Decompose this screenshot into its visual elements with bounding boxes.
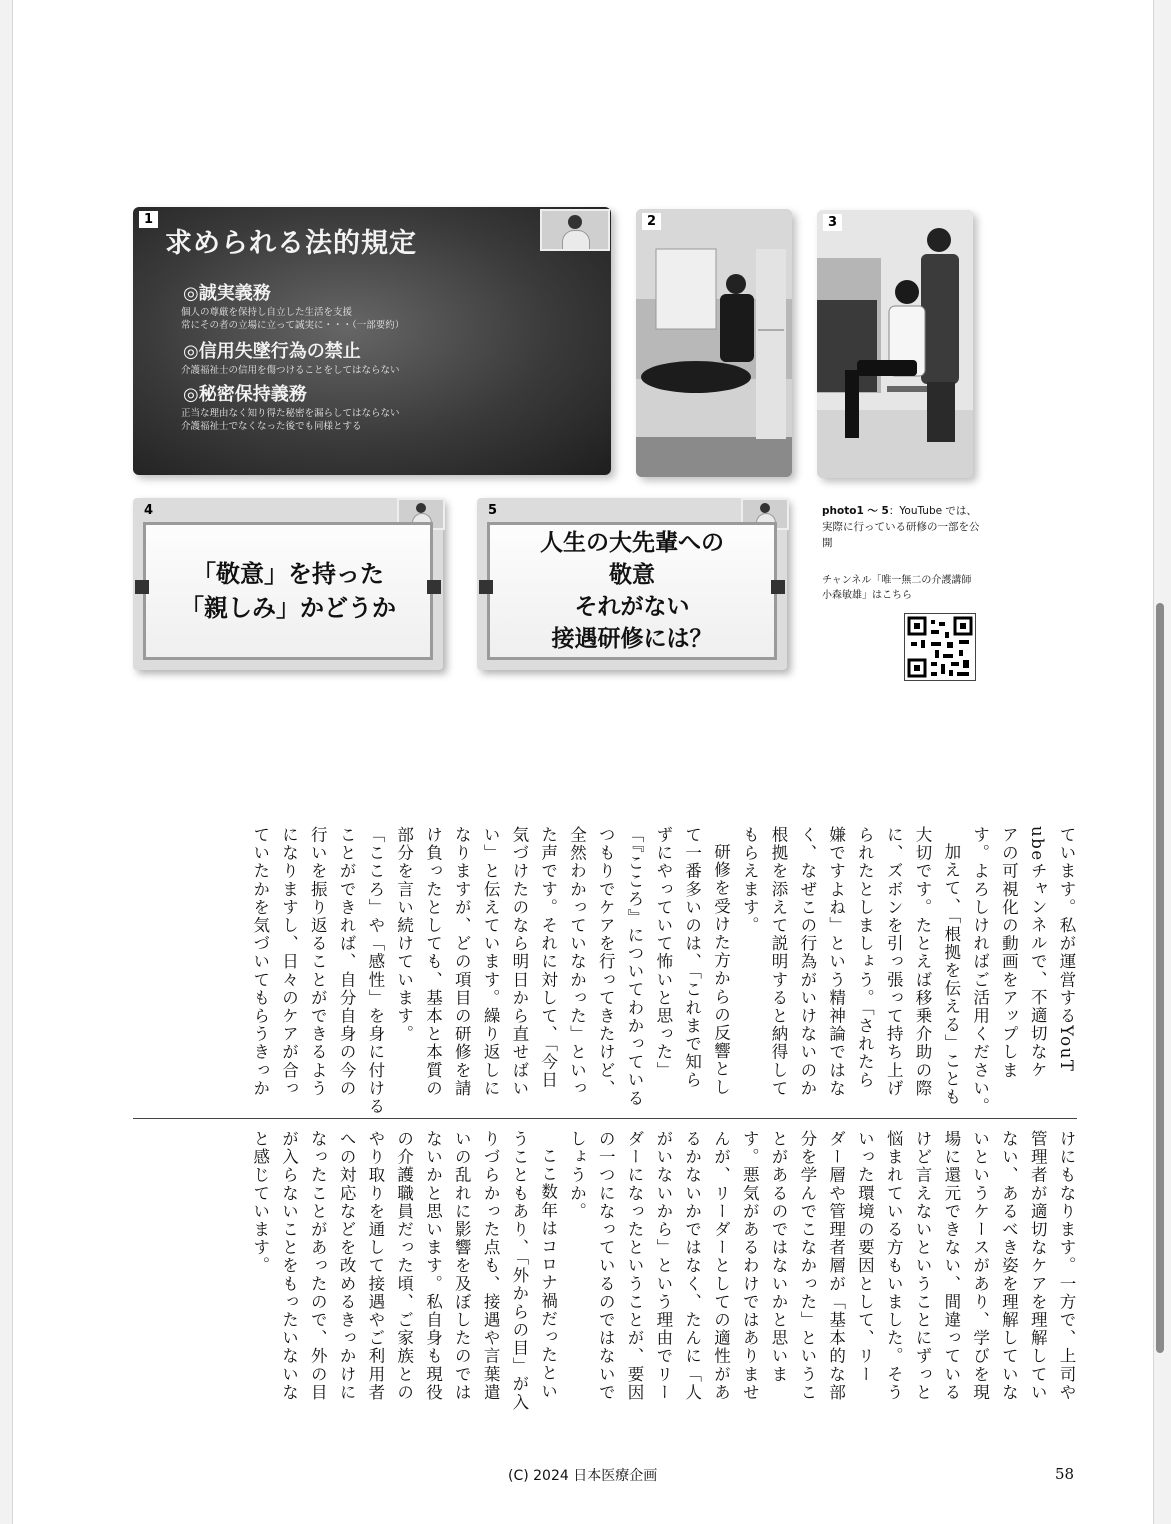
text-line: になりますし、日々のケアが合っ	[279, 826, 299, 1098]
text-line: いというケースがあり、学びを現	[970, 1130, 990, 1402]
board-line-2: 「親しみ」かどうか	[180, 594, 396, 622]
text-line: ない、あるべき姿を理解していな	[999, 1130, 1019, 1402]
text-line: いった環境の要因として、リー	[855, 1130, 875, 1384]
speaker-thumbnail	[540, 209, 610, 251]
text-line: への対応などを改めるきっかけに	[337, 1130, 357, 1402]
text-line: け負ったとしても、基本と本質の	[423, 826, 443, 1098]
text-line: なったことがあったので、外の目	[308, 1130, 328, 1402]
column-divider	[133, 1118, 1077, 1119]
text-line: 嫌ですよね」という精神論ではな	[826, 826, 846, 1098]
slide-item-1-text-1: 個人の尊厳を保持し自立した生活を支援	[181, 307, 353, 318]
photo-2-bed-care	[636, 209, 792, 477]
slide-title: 求められる法的規定	[165, 228, 417, 259]
text-line: と感じています。	[250, 1130, 270, 1275]
text-line: 「こころ」や「感性」を身に付ける	[365, 826, 385, 1116]
copyright-footer: (C) 2024 日本医療企画	[508, 1468, 658, 1484]
text-line: ずにやっていて怖いと思った」	[653, 826, 673, 1080]
photo-number: 5	[488, 503, 498, 518]
text-line: い」と伝えています。繰り返しに	[481, 826, 501, 1098]
text-line: ことができれば、自分自身の今の	[337, 826, 357, 1098]
text-line: ています。私が運営するYouT	[1057, 826, 1076, 1073]
text-line: が入らないことをもったいないな	[279, 1130, 299, 1402]
text-line: 悩まれている方もいました。そう	[884, 1130, 904, 1402]
text-line: 管理者が適切なケアを理解してい	[1028, 1130, 1048, 1402]
board-line-1: 「敬意」を持った	[192, 560, 384, 588]
qr-code[interactable]	[904, 613, 976, 681]
board-line-4: 接遇研修には？	[551, 626, 713, 652]
text-line: 「『こころ』についてわかっている	[625, 826, 645, 1108]
text-line: 場に還元できない、間違っている	[941, 1130, 961, 1402]
text-line: 全然わかっていなかった」といっ	[567, 826, 587, 1098]
vertical-scrollbar[interactable]	[1154, 0, 1168, 1524]
slide-item-2-text: 介護福祉士の信用を傷つけることをしてはならない	[181, 365, 400, 376]
text-line: 大切です。たとえば移乗介助の際	[913, 826, 933, 1098]
photo-number: 2	[642, 213, 661, 230]
text-line: アの可視化の動画をアップしま	[999, 826, 1019, 1080]
text-line: 根拠を添えて説明すると納得して	[769, 826, 789, 1098]
body-text-upper	[245, 826, 1080, 1116]
text-line: ここ数年はコロナ禍だったとい	[538, 1146, 558, 1400]
text-line: 加えて、「根拠を伝える」ことも	[941, 842, 961, 1106]
board-line-2: 敬意	[609, 562, 655, 588]
caption-label: photo1 ～ 5	[822, 505, 889, 517]
text-line: うこともあり、「外からの目」が入	[509, 1130, 529, 1412]
text-line: て一番多いのは、「これまで知ら	[682, 826, 702, 1090]
board-line-3: それがない	[574, 594, 690, 620]
text-line: るかないかではなく、たんに「人	[682, 1130, 702, 1402]
text-line: 分を学んでこなかった」というこ	[797, 1130, 817, 1402]
text-line: ubeチャンネルで、不適切なケ	[1028, 826, 1048, 1079]
photo-5-board	[477, 498, 787, 670]
page-number: 58	[1055, 1465, 1075, 1483]
body-text-lower	[245, 1130, 1080, 1415]
seated-care-illustration	[817, 210, 973, 478]
text-line: やり取りを通して接遇やご利用者	[365, 1130, 385, 1402]
photo-1-slide	[133, 207, 611, 475]
slide-item-3: ◎秘密保持義務	[183, 384, 307, 405]
channel-note: チャンネル「唯一無二の介護講師 小森敏雄」はこちら	[822, 575, 982, 601]
text-line: の一つになっているのではないで	[596, 1130, 616, 1402]
qr-code-graphic	[905, 614, 975, 680]
slide-item-1-text-2: 常にその者の立場に立って誠実に・・・（一部要約）	[181, 320, 405, 331]
text-line: 部分を言い続けています。	[394, 826, 414, 1044]
text-line: 気づけたのなら明日から直せばい	[509, 826, 529, 1098]
photo-number: 4	[144, 503, 154, 518]
text-line: がいないから」という理由でリー	[653, 1130, 673, 1402]
text-line: 研修を受けた方からの反響とし	[711, 842, 731, 1096]
text-line: ないかと思います。私自身も現役	[423, 1130, 443, 1402]
photo-caption	[822, 503, 982, 551]
slide-item-3-text-2: 介護福祉士でなくなった後でも同様とする	[181, 421, 362, 432]
text-line: しょうか。	[567, 1130, 587, 1221]
text-line: もらえます。	[740, 826, 760, 935]
text-line: りづらかった点も、接遇や言葉遣	[481, 1130, 501, 1402]
text-line: に、ズボンを引っ張って持ち上げ	[884, 826, 904, 1098]
text-line: なりますが、どの項目の研修を請	[452, 826, 472, 1098]
text-line: す。よろしければご活用ください。	[970, 826, 990, 1116]
text-line: とがあるのではないかと思いま	[769, 1130, 789, 1384]
text-line: けにもなります。一方で、上司や	[1057, 1130, 1076, 1402]
slide-item-3-text-1: 正当な理由なく知り得た秘密を漏らしてはならない	[181, 408, 400, 419]
photo-4-board	[133, 498, 443, 670]
board-line-1: 人生の大先輩への	[540, 530, 724, 556]
board-panel	[487, 522, 777, 660]
text-line: ていたかを気づいてもらうきっか	[250, 826, 270, 1098]
photo-number: 3	[823, 214, 842, 231]
photo-3-seated-care	[817, 210, 973, 478]
text-line: られたとしましょう。「されたら	[855, 826, 875, 1090]
text-line: いの乱れに影響を及ぼしたのでは	[452, 1130, 472, 1402]
bed-care-illustration	[636, 209, 792, 477]
photo-number: 1	[139, 211, 158, 228]
text-line: の介護職員だった頃、ご家族との	[394, 1130, 414, 1402]
text-line: ダーになったということが、要因	[625, 1130, 645, 1402]
slide-item-1: ◎誠実義務	[183, 283, 271, 304]
text-line: く、なぜこの行為がいけないのか	[797, 826, 817, 1098]
text-line: んが、リーダーとしての適性があ	[711, 1130, 731, 1402]
text-line: ダー層や管理者層が「基本的な部	[826, 1130, 846, 1402]
scrollbar-thumb[interactable]	[1156, 603, 1164, 1353]
text-line: す。悪気があるわけではありませ	[740, 1130, 760, 1402]
text-line: た声です。それに対して、「今日	[538, 826, 558, 1090]
slide-item-2: ◎信用失墜行為の禁止	[183, 341, 361, 362]
text-line: つもりでケアを行ってきたけど、	[596, 826, 616, 1098]
caption-text: ：YouTube では、実際に行っている研修の一部を公開	[822, 505, 980, 549]
text-line: 行いを振り返ることができるよう	[308, 826, 328, 1098]
text-line: けど言えないということにずっと	[913, 1130, 933, 1402]
board-panel	[143, 522, 433, 660]
